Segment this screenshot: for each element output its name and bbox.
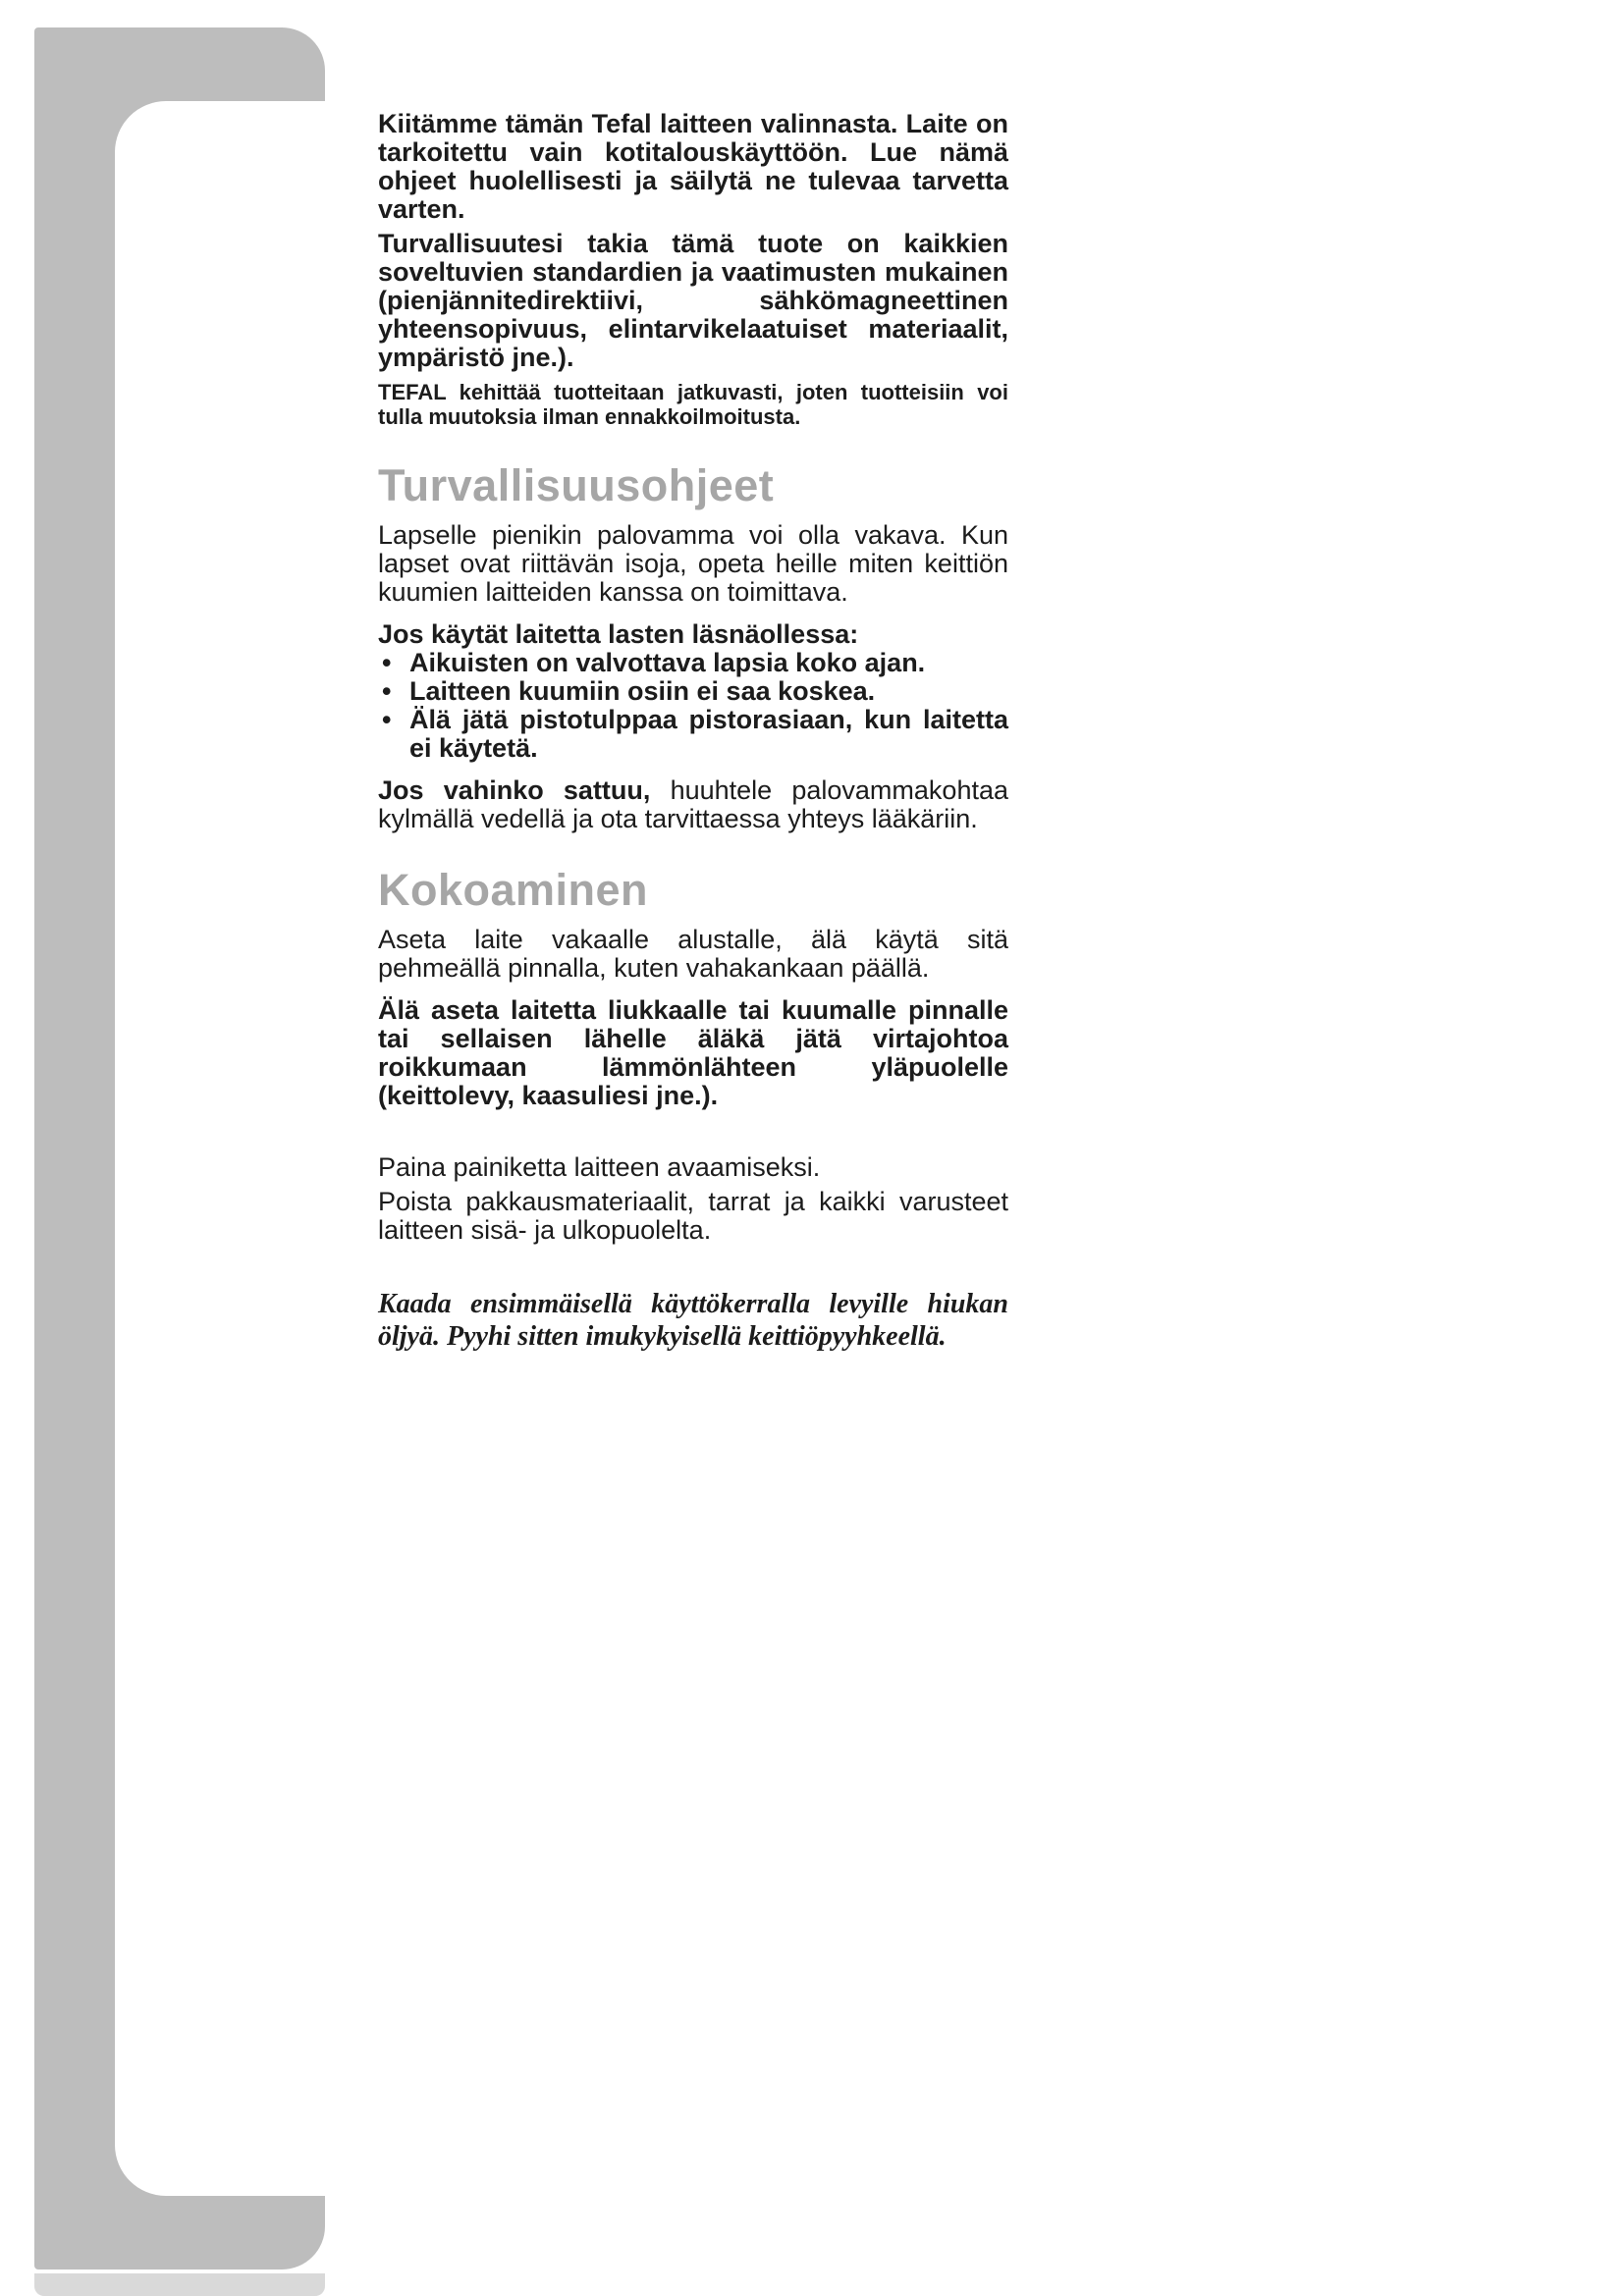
intro-paragraph-1: Kiitämme tämän Tefal laitteen valinnasta. Laite on tarkoitettu vain kotitalouskäyttöön. Lue nämä ohjeet huolellisesti ja säilytä ne tulevaa tarvetta varten. xyxy=(378,109,1008,224)
assembly-paragraph-2: Älä aseta laitetta liukkaalle tai kuumalle pinnalle tai sellaisen lähelle äläkä jätä virtajohtoa roikkumaan lämmönlähteen yläpuolelle (keittolevy, kaasuliesi jne.). xyxy=(378,995,1008,1110)
safety-bullet-item xyxy=(378,677,1008,706)
intro-paragraph-2: Turvallisuutesi takia tämä tuote on kaikkien soveltuvien standardien ja vaatimusten mukainen (pienjännitedirektiivi, sähkömagneettinen yhteensopivuus, elintarvikelaatuiset materiaalit, ympäristö jne.). xyxy=(378,229,1008,372)
safety-bullet-text-3: Älä jätä pistotulppaa pistorasiaan, kun laitetta ei käytetä. xyxy=(409,705,1008,763)
safety-bullet-text-2: Laitteen kuumiin osiin ei saa koskea. xyxy=(409,676,876,706)
bullet-icon: • xyxy=(382,648,392,677)
content-column xyxy=(378,110,1008,1353)
bullet-icon: • xyxy=(382,705,392,734)
safety-bullet-text-1: Aikuisten on valvottava lapsia koko ajan. xyxy=(409,648,926,677)
safety-accident-rest: huuhtele palovammakohtaa kylmällä vedellä ja ota tarvittaessa yhteys lääkäriin. xyxy=(378,775,1009,833)
assembly-paragraph-3: Paina painiketta laitteen avaamiseksi. xyxy=(378,1152,821,1182)
safety-bullet-item xyxy=(378,706,1008,763)
safety-list-intro: Jos käytät laitetta lasten läsnäollessa: xyxy=(378,619,859,649)
safety-section-heading: Turvallisuusohjeet xyxy=(378,460,775,510)
assembly-section-heading: Kokoaminen xyxy=(378,865,649,915)
first-use-tip: Kaada ensimmäisellä käyttökerralla levyille hiukan öljyä. Pyyhi sitten imukykyisellä keittiöpyyhkeellä. xyxy=(378,1289,1008,1352)
manufacturer-note: TEFAL kehittää tuotteitaan jatkuvasti, joten tuotteisiin voi tulla muutoksia ilman ennakkoilmoitusta. xyxy=(378,380,1008,429)
safety-accident-lead: Jos vahinko sattuu, xyxy=(378,775,651,805)
assembly-paragraph-4: Poista pakkausmateriaalit, tarrat ja kaikki varusteet laitteen sisä- ja ulkopuolelta. xyxy=(378,1187,1008,1245)
safety-accident-paragraph xyxy=(378,776,1008,833)
safety-bullet-item xyxy=(378,649,1008,677)
safety-bullet-list xyxy=(378,649,1008,763)
safety-paragraph-1: Lapselle pienikin palovamma voi olla vakava. Kun lapset ovat riittävän isoja, opeta heille miten keittiön kuumien laitteiden kanssa on toimittava. xyxy=(378,520,1008,607)
decorative-bracket-footer xyxy=(34,2273,325,2296)
bullet-icon: • xyxy=(382,676,392,706)
assembly-paragraph-1: Aseta laite vakaalle alustalle, älä käytä sitä pehmeällä pinnalla, kuten vahakankaan päällä. xyxy=(378,925,1008,983)
